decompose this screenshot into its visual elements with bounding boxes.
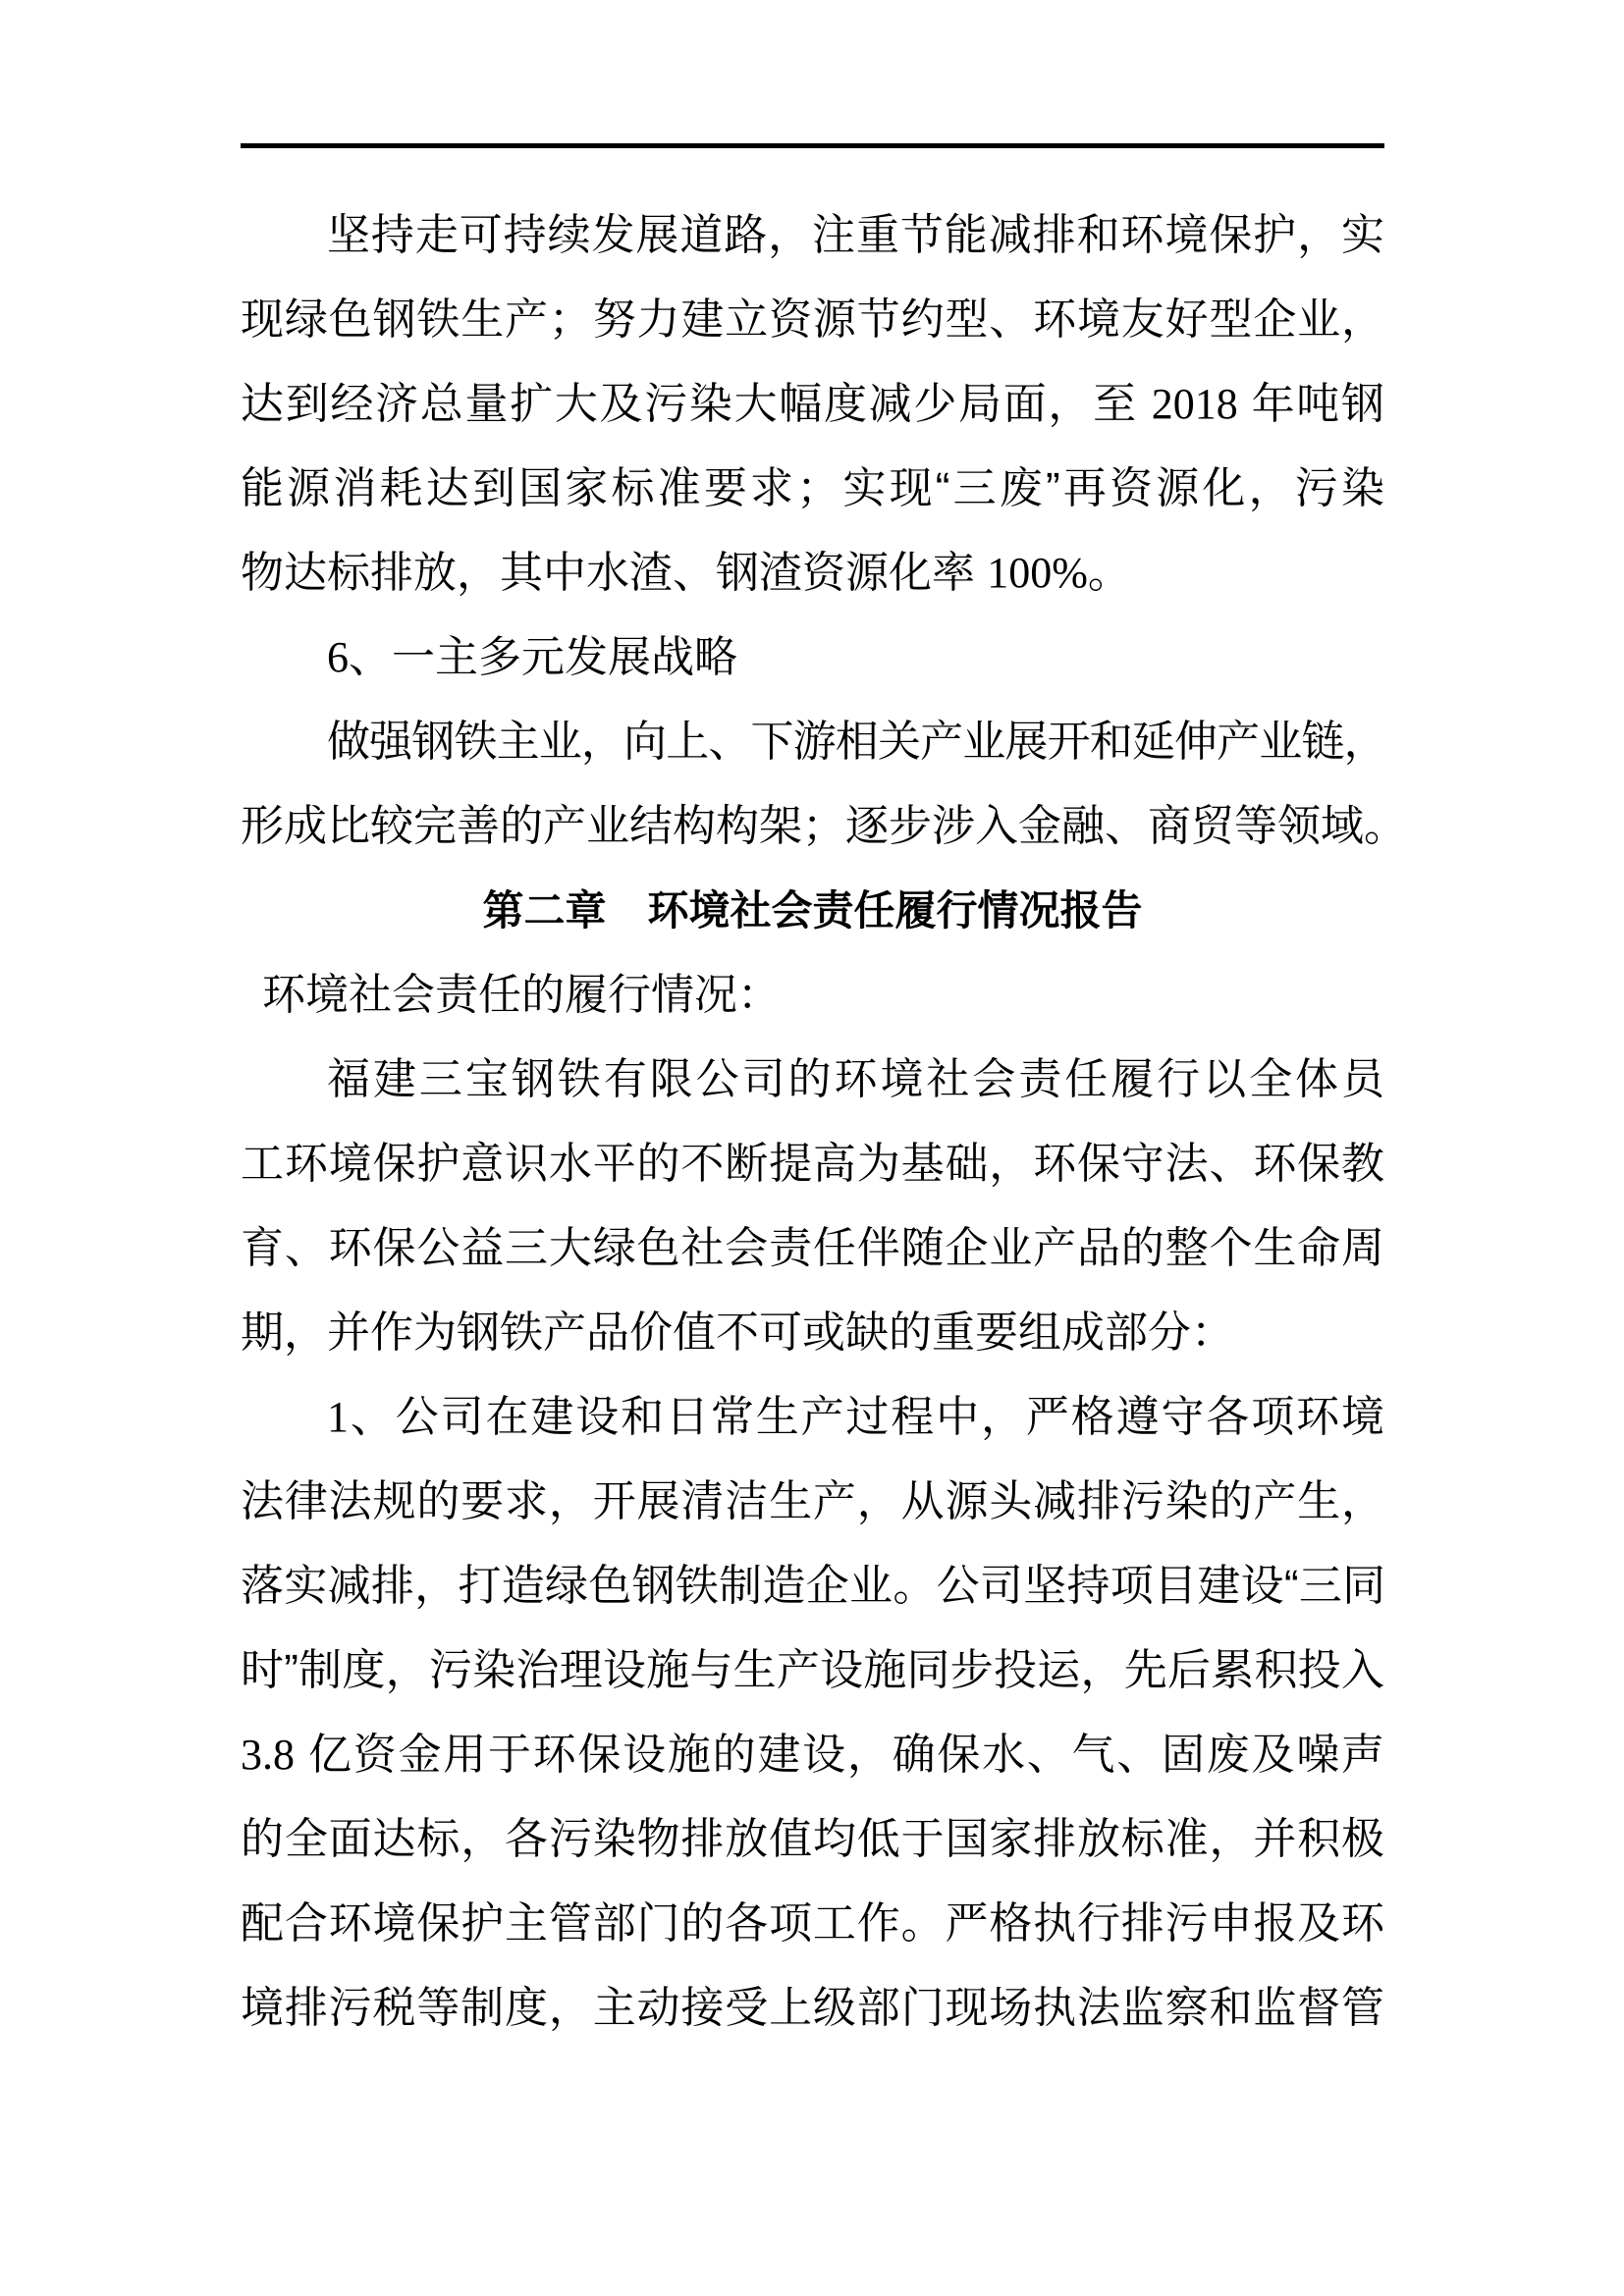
text-line [241,1122,1384,1206]
document-body [241,193,1407,2051]
text-line [241,447,1384,531]
line-text: 时”制度，污染治理设施与生产设施同步投运，先后累积投入 [241,1646,1384,1694]
line-text: 坚持走可持续发展道路，注重节能减排和环境保护，实 [327,211,1384,259]
line-text: 落实减排，打造绿色钢铁制造企业。公司坚持项目建设“三同 [241,1562,1384,1610]
latin-number: 1 [327,1393,349,1441]
line-text: 福建三宝钢铁有限公司的环境社会责任履行以全体员 [327,1055,1384,1103]
latin-number: 2018 [1151,380,1238,428]
line-text: 期，并作为钢铁产品价值不可或缺的重要组成部分： [241,1308,1234,1357]
text-line [241,1797,1384,1882]
section-label-line [241,953,1384,1038]
list-item-heading-line [241,615,1384,700]
line-text: 法律法规的要求，开展清洁生产，从源头减排污染的产生， [241,1477,1384,1525]
text-line [241,1291,1384,1375]
text-line [241,1544,1384,1629]
chapter-heading [241,869,1384,953]
latin-number: 6 [327,633,349,681]
text-line [241,1629,1384,1713]
text-line [241,1713,1384,1797]
line-text: 物达标排放，其中水渣、钢渣资源化率 [241,549,988,597]
line-text: 现绿色钢铁生产；努力建立资源节约型、环境友好型企业， [241,295,1384,344]
header-rule [241,143,1384,148]
line-text: 、公司在建设和日常生产过程中，严格遵守各项环境 [349,1393,1384,1441]
line-text: 的全面达标，各污染物排放值均低于国家排放标准，并积极 [241,1815,1384,1863]
line-text: 工环境保护意识水平的不断提高为基础，环保守法、环保教 [241,1140,1384,1188]
line-text: 年吨钢 [1237,380,1384,428]
text-line [241,700,1384,784]
line-text: 、一主多元发展战略 [349,633,737,681]
line-text: 。 [1087,549,1131,597]
line-text: 能源消耗达到国家标准要求；实现“三废”再资源化，污染 [241,464,1384,512]
line-text: 环境社会责任的履行情况： [262,971,781,1019]
line-text: 达到经济总量扩大及污染大幅度减少局面，至 [241,380,1152,428]
line-text: 配合环境保护主管部门的各项工作。严格执行排污申报及环 [241,1899,1384,1948]
line-text: 境排污税等制度，主动接受上级部门现场执法监察和监督管 [241,1984,1384,2032]
line-text: 育、环保公益三大绿色社会责任伴随企业产品的整个生命周 [241,1224,1384,1272]
text-line [241,531,1384,615]
text-line [241,1460,1384,1544]
text-line [241,193,1384,278]
text-line [241,784,1407,869]
text-line [241,1206,1384,1291]
line-text: 形成比较完善的产业结构构架；逐步涉入金融、商贸等领域。 [241,802,1407,850]
text-line [241,278,1384,362]
text-line [241,1882,1384,1966]
text-line [241,1375,1384,1460]
text-line [241,362,1384,447]
line-text: 做强钢铁主业，向上、下游相关产业展开和延伸产业链， [327,718,1384,766]
text-line [241,1038,1384,1122]
chapter-heading-text: 第二章 环境社会责任履行情况报告 [482,887,1143,934]
text-line [241,1966,1384,2051]
latin-number: 3.8 [241,1731,295,1779]
latin-number: 100% [987,549,1088,597]
line-text: 亿资金用于环保设施的建设，确保水、气、固废及噪声 [295,1731,1384,1779]
